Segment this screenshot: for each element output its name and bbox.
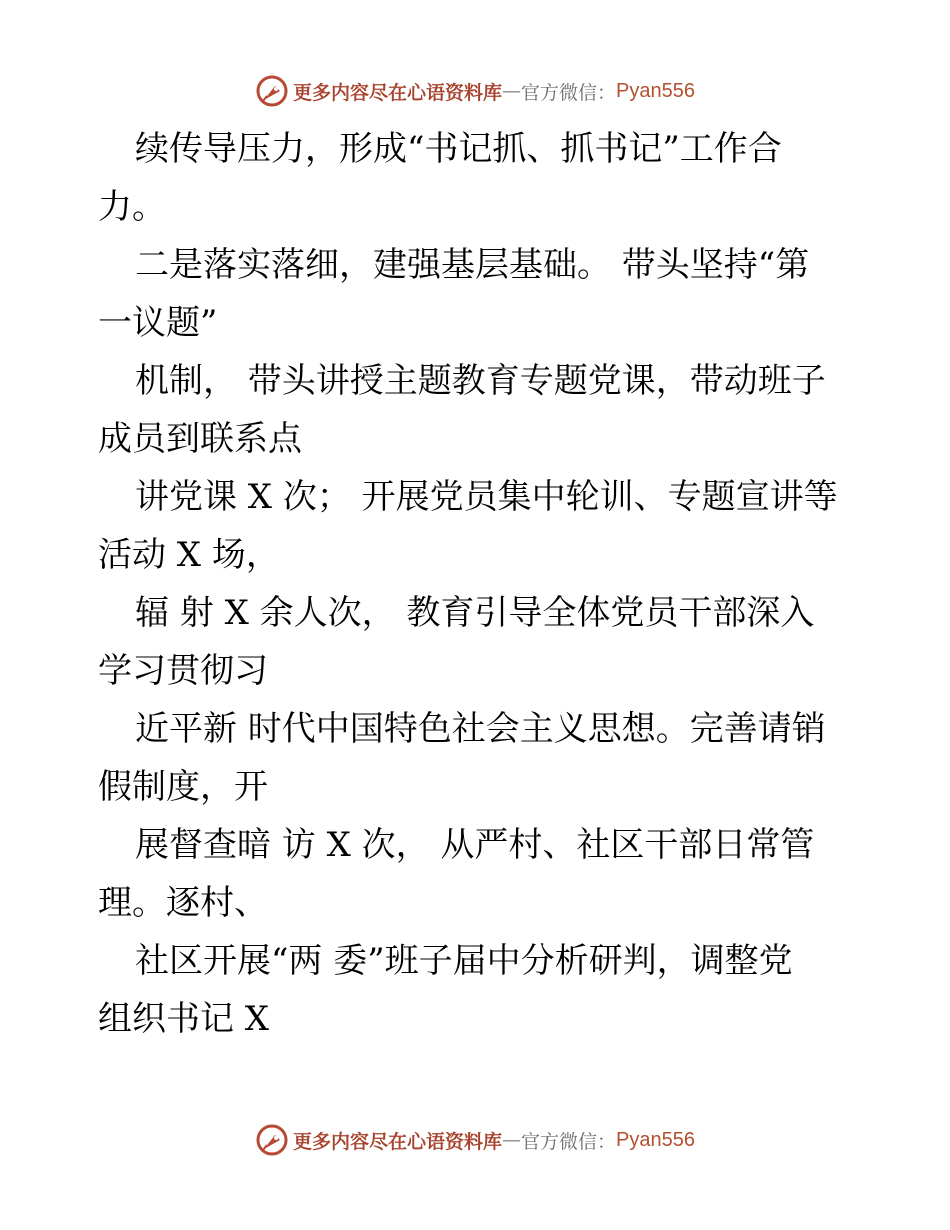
- text-line: 组织书记 X: [98, 999, 270, 1039]
- text-line: 理。逐村、: [98, 883, 268, 923]
- watermark-tail-text: 官方微信：: [521, 81, 617, 104]
- text-line: 学习贯彻习: [98, 651, 268, 691]
- text-line: 一议题”: [98, 303, 218, 343]
- watermark-tail-text: 官方微信：: [521, 1130, 617, 1153]
- watermark-separator: —: [502, 80, 522, 102]
- text-line: 活动 X 场，: [98, 535, 280, 575]
- header-watermark: [0, 73, 950, 109]
- watermark-account-id: Pyan556: [616, 1128, 695, 1151]
- footer-watermark: [0, 1122, 950, 1158]
- text-line: 机制， 带头讲授主题教育专题党课，带动班子: [135, 361, 826, 401]
- text-line: 二是落实落细，建强基层基础。 带头坚持“第: [135, 245, 810, 285]
- watermark-site-text: 更多内容尽在心语资料库: [293, 1130, 503, 1153]
- text-line: 近平新 时代中国特色社会主义思想。完善请销: [135, 709, 826, 749]
- watermark-site-text: 更多内容尽在心语资料库: [293, 81, 503, 104]
- text-line: 续传导压力，形成“书记抓、抓书记”工作合: [135, 129, 782, 169]
- watermark-separator: —: [502, 1129, 522, 1151]
- watermark-account-id: Pyan556: [616, 79, 695, 102]
- text-line: 力。: [98, 187, 166, 227]
- text-line: 辐 射 X 余人次， 教育引导全体党员干部深入: [135, 593, 815, 633]
- text-line: 假制度，开: [98, 767, 268, 807]
- text-line: 展督查暗 访 X 次， 从严村、社区干部日常管: [135, 825, 815, 865]
- text-line: 讲党课 X 次； 开展党员集中轮训、专题宣讲等: [135, 477, 838, 517]
- text-line: 社区开展“两 委”班子届中分析研判，调整党: [135, 941, 793, 981]
- text-line: 成员到联系点: [98, 419, 302, 459]
- pen-nib-logo-icon: [255, 1123, 289, 1157]
- pen-nib-logo-icon: [255, 74, 289, 108]
